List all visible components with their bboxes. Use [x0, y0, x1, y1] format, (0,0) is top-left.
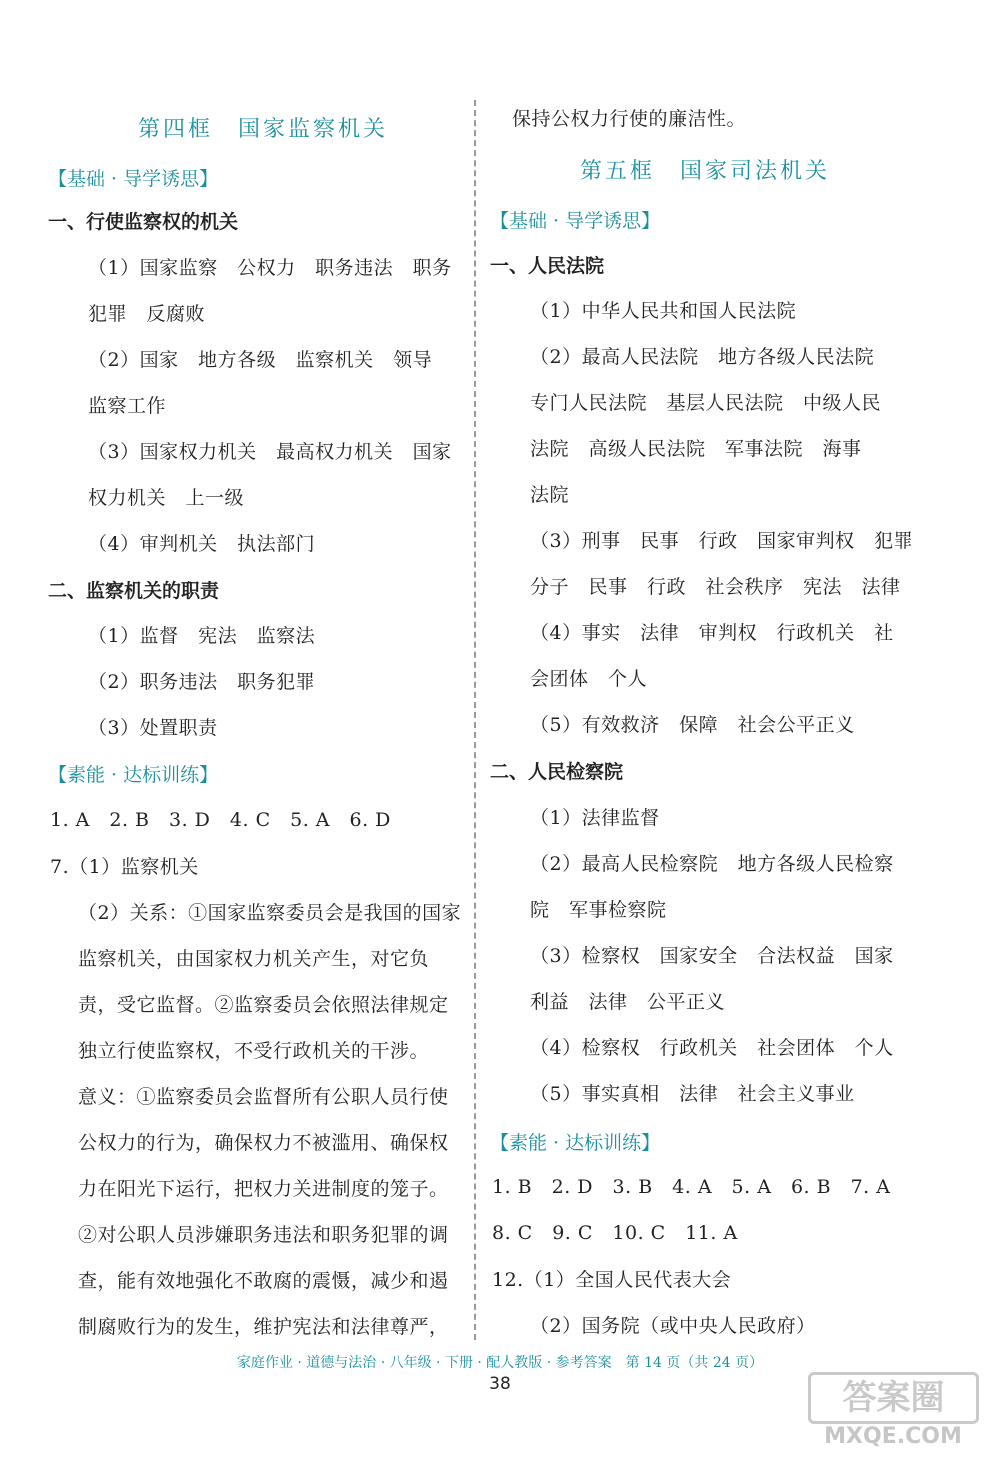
section-tag-practice: 【素能 · 达标训练】	[48, 764, 219, 786]
heading-peoples-procuratorate: 二、人民检察院	[490, 761, 624, 783]
text-line: （3）刑事 民事 行政 国家审判权 犯罪	[530, 530, 914, 552]
text-line-continued: 保持公权力行使的廉洁性。	[512, 108, 747, 130]
text-line: 7.（1）监察机关	[50, 856, 199, 878]
frame-title-4: 第四框 国家监察机关	[138, 117, 389, 142]
section-tag-basic: 【基础 · 导学诱思】	[490, 210, 661, 232]
text-line: （4）事实 法律 审判权 行政机关 社	[530, 622, 894, 644]
section-tag-basic: 【基础 · 导学诱思】	[48, 168, 219, 190]
text-line: 权力机关 上一级	[88, 487, 245, 509]
heading-peoples-court: 一、人民法院	[490, 255, 605, 277]
text-line: （1）国家监察 公权力 职务违法 职务	[88, 257, 452, 279]
text-line: （3）检察权 国家安全 合法权益 国家	[530, 945, 894, 967]
text-line: （2）国务院（或中央人民政府）	[530, 1315, 816, 1337]
text-line: 利益 法律 公平正义	[530, 991, 726, 1013]
column-divider	[474, 100, 476, 1340]
text-line: （2）最高人民法院 地方各级人民法院	[530, 346, 875, 368]
watermark-url: MXQE.COM	[824, 1424, 962, 1449]
text-line: 制腐败行为的发生，维护宪法和法律尊严，	[78, 1316, 449, 1338]
text-line: （5）有效救济 保障 社会公平正义	[530, 714, 855, 736]
text-line: 责，受它监督。②监察委员会依照法律规定	[78, 994, 449, 1016]
watermark-logo: 答案圈	[808, 1372, 979, 1424]
text-line: 监察工作	[88, 395, 167, 417]
page-number: 38	[489, 1374, 511, 1394]
text-line: （1）法律监督	[530, 807, 660, 829]
heading-supervision-duties: 二、监察机关的职责	[48, 580, 220, 602]
text-line: ②对公职人员涉嫌职务违法和职务犯罪的调	[78, 1224, 449, 1246]
text-line: （2）关系：①国家监察委员会是我国的国家	[78, 902, 462, 924]
text-line: （1）监督 宪法 监察法	[88, 625, 316, 647]
text-line: 会团体 个人	[530, 668, 648, 690]
text-line: 院 军事检察院	[530, 899, 667, 921]
text-line: 查，能有效地强化不敢腐的震慑，减少和遏	[78, 1270, 449, 1292]
text-line: 12.（1）全国人民代表大会	[492, 1269, 732, 1291]
text-line: 法院	[530, 484, 570, 506]
text-line: 公权力的行为，确保权力不被滥用、确保权	[78, 1132, 449, 1154]
text-line: （2）最高人民检察院 地方各级人民检察	[530, 853, 894, 875]
text-line: 法院 高级人民法院 军事法院 海事	[530, 438, 862, 460]
frame-title-5: 第五框 国家司法机关	[580, 159, 831, 184]
text-line: （3）处置职责	[88, 717, 218, 739]
page-footer: 家庭作业 · 道德与法治 · 八年级 · 下册 · 配人教版 · 参考答案 第 14 页（共 24 页）	[236, 1355, 764, 1371]
answer-line: 8. C 9. C 10. C 11. A	[492, 1222, 738, 1244]
answer-line: 1. A 2. B 3. D 4. C 5. A 6. D	[50, 809, 391, 831]
text-line: 分子 民事 行政 社会秩序 宪法 法律	[530, 576, 901, 598]
text-line: 意义：①监察委员会监督所有公职人员行使	[78, 1086, 449, 1108]
text-line: （1）中华人民共和国人民法院	[530, 300, 797, 322]
text-line: 专门人民法院 基层人民法院 中级人民	[530, 392, 882, 414]
text-line: （4）审判机关 执法部门	[88, 533, 316, 555]
text-line: 力在阳光下运行，把权力关进制度的笼子。	[78, 1178, 449, 1200]
text-line: （2）职务违法 职务犯罪	[88, 671, 316, 693]
answer-line: 1. B 2. D 3. B 4. A 5. A 6. B 7. A	[492, 1176, 891, 1198]
text-line: （5）事实真相 法律 社会主义事业	[530, 1083, 855, 1105]
section-tag-practice: 【素能 · 达标训练】	[490, 1132, 661, 1154]
text-line: （3）国家权力机关 最高权力机关 国家	[88, 441, 452, 463]
heading-supervision-organ: 一、行使监察权的机关	[48, 211, 239, 233]
text-line: （4）检察权 行政机关 社会团体 个人	[530, 1037, 894, 1059]
watermark	[808, 1372, 988, 1452]
text-line: 犯罪 反腐败	[88, 303, 206, 325]
text-line: 独立行使监察权，不受行政机关的干涉。	[78, 1040, 430, 1062]
text-line: （2）国家 地方各级 监察机关 领导	[88, 349, 433, 371]
text-line: 监察机关，由国家权力机关产生，对它负	[78, 948, 430, 970]
